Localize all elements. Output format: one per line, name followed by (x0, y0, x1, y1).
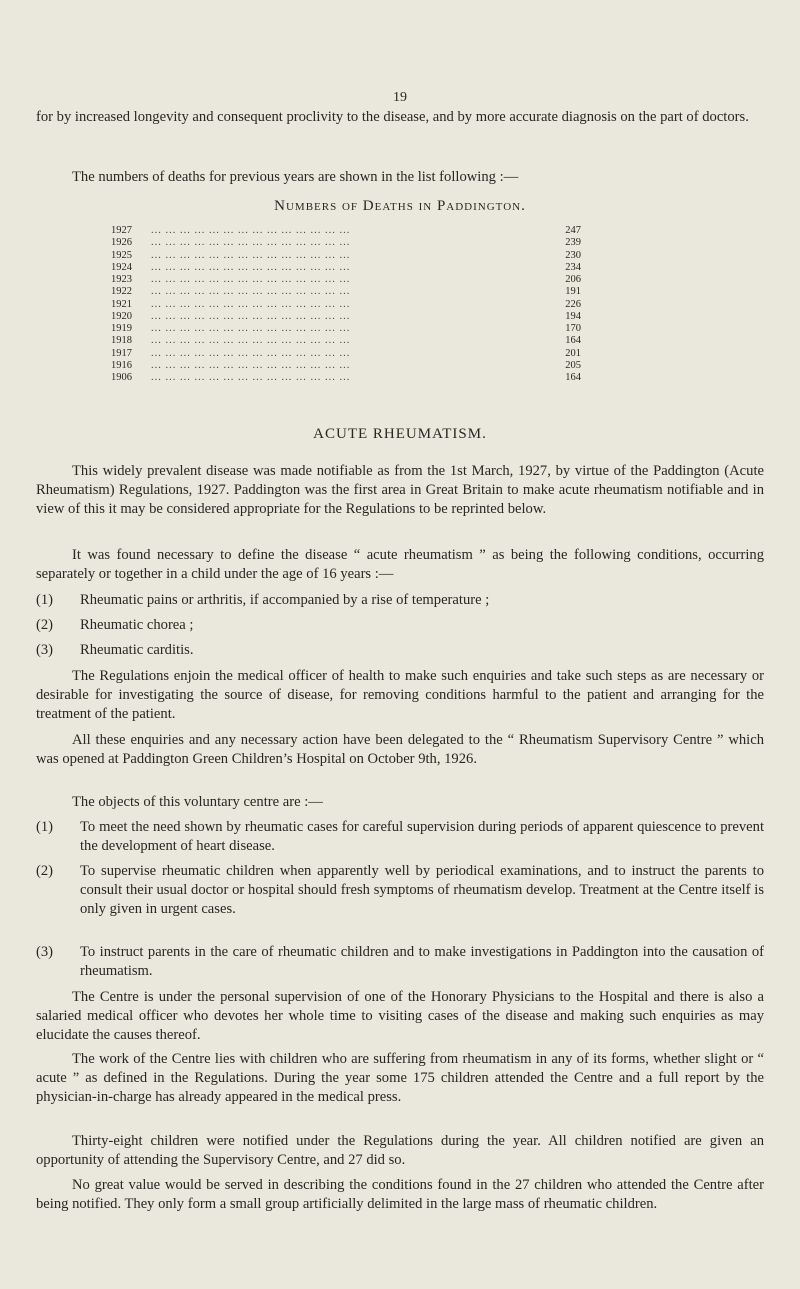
dot-leader: ... ... ... ... ... ... ... ... ... ... ... ... ... ... (151, 237, 351, 249)
deaths-table-row (111, 348, 581, 360)
deaths-table (111, 225, 581, 384)
dot-leader: ... ... ... ... ... ... ... ... ... ... ... ... ... ... (151, 359, 351, 371)
year-cell: 1916 (111, 359, 132, 371)
year-cell: 1921 (111, 298, 132, 310)
deaths-table-row (111, 262, 581, 274)
dot-leader: ... ... ... ... ... ... ... ... ... ... ... ... ... ... (151, 274, 351, 285)
year-cell: 1926 (111, 237, 132, 249)
year-cell: 1922 (111, 286, 132, 298)
deaths-cell: 226 (565, 298, 581, 310)
section-heading: ACUTE RHEUMATISM. (313, 426, 487, 442)
dot-leader: ... ... ... ... ... ... ... ... ... ... ... ... ... ... (151, 298, 351, 310)
deaths-cell: 239 (565, 237, 581, 249)
page-number: 19 (393, 90, 407, 105)
paragraph-regulations: The Regulations enjoin the medical officer of health to make such enquiries and take such steps as are necessary or desirable for investigating the source of disease, for removing conditions harmful to the patient and arranging for the treatment of the patient. (36, 668, 764, 722)
paragraph-objects-intro: The objects of this voluntary centre are :— (72, 794, 323, 810)
dot-leader: ... ... ... ... ... ... ... ... ... ... ... ... ... ... (151, 249, 351, 261)
deaths-cell: 205 (565, 359, 581, 371)
year-cell: 1924 (111, 261, 132, 273)
year-cell: 1919 (111, 323, 132, 334)
deaths-cell: 201 (565, 347, 581, 359)
deaths-table-row (111, 311, 581, 323)
object-text: To instruct parents in the care of rheumatic children and to make investigations in Paddington into the causation of rheumatism. (80, 944, 764, 979)
condition-item (36, 591, 764, 610)
year-cell: 1927 (111, 225, 132, 236)
condition-item (36, 616, 764, 635)
deaths-cell: 164 (565, 372, 581, 383)
object-text: To meet the need shown by rheumatic cases for careful supervision during periods of apparent quiescence to prevent the development of heart disease. (80, 819, 764, 854)
deaths-table-row (111, 299, 581, 311)
deaths-cell: 164 (565, 335, 581, 347)
deaths-cell: 206 (565, 274, 581, 285)
year-cell: 1917 (111, 347, 132, 359)
dot-leader: ... ... ... ... ... ... ... ... ... ... ... ... ... ... (151, 335, 351, 347)
deaths-table-row (111, 323, 581, 335)
deaths-table-row (111, 225, 581, 237)
condition-text: Rheumatic pains or arthritis, if accompanied by a rise of temperature ; (80, 592, 490, 608)
year-cell: 1925 (111, 249, 132, 261)
list-intro-paragraph: The numbers of deaths for previous years are shown in the list following :— (72, 169, 519, 185)
dot-leader: ... ... ... ... ... ... ... ... ... ... ... ... ... ... (151, 261, 351, 273)
object-number: (2) (36, 863, 54, 879)
dot-leader: ... ... ... ... ... ... ... ... ... ... ... ... ... ... (151, 323, 351, 334)
condition-text: Rheumatic carditis. (80, 642, 194, 658)
deaths-cell: 247 (565, 225, 581, 236)
dot-leader: ... ... ... ... ... ... ... ... ... ... ... ... ... ... (151, 225, 351, 236)
object-item (36, 818, 764, 856)
deaths-table-row (111, 335, 581, 347)
deaths-table-row (111, 372, 581, 384)
paragraph-notified: Thirty-eight children were notified under the Regulations during the year. All children notified are given an opportunity of attending the Supervisory Centre, and 27 did so. (36, 1133, 764, 1168)
condition-item (36, 641, 764, 660)
condition-number: (2) (36, 617, 54, 633)
condition-number: (1) (36, 592, 54, 608)
year-cell: 1918 (111, 335, 132, 347)
year-cell: 1906 (111, 372, 132, 383)
object-number: (1) (36, 819, 54, 835)
paragraph-centre: All these enquiries and any necessary action have been delegated to the “ Rheumatism Supervisory Centre ” which was opened at Paddington Green Children’s Hospital on October 9th, 1926. (36, 732, 764, 767)
deaths-cell: 194 (565, 310, 581, 322)
paragraph-work: The work of the Centre lies with children who are suffering from rheumatism in any of its forms, whether slight or “ acute ” as defined in the Regulations. During the year some 175 children attended the Centre and a full report by the physician-in-charge has already appeared in the medical press. (36, 1051, 764, 1105)
deaths-cell: 191 (565, 286, 581, 298)
continuation-paragraph: for by increased longevity and consequent proclivity to the disease, and by more accurate diagnosis on the part of doctors. (36, 109, 749, 125)
year-cell: 1923 (111, 274, 132, 285)
deaths-table-row (111, 250, 581, 262)
deaths-cell: 234 (565, 261, 581, 273)
object-item (36, 862, 764, 919)
dot-leader: ... ... ... ... ... ... ... ... ... ... ... ... ... ... (151, 372, 351, 383)
year-cell: 1920 (111, 310, 132, 322)
deaths-cell: 230 (565, 249, 581, 261)
dot-leader: ... ... ... ... ... ... ... ... ... ... ... ... ... ... (151, 347, 351, 359)
paragraph-notifiable: This widely prevalent disease was made notifiable as from the 1st March, 1927, by virtue of the Paddington (Acute Rheumatism) Regulations, 1927. Paddington was the first area in Great Britain to make acute rheumatism notifiable and in view of this it may be considered appropriate for the Regulations to be reprinted below. (36, 463, 764, 517)
condition-text: Rheumatic chorea ; (80, 617, 194, 633)
object-number: (3) (36, 944, 54, 960)
deaths-table-row (111, 360, 581, 372)
object-item (36, 943, 764, 981)
deaths-table-row (111, 274, 581, 286)
object-text: To supervise rheumatic children when apparently well by periodical examinations, and to instruct the parents to consult their usual doctor or hospital should fresh symptoms of rheumatism develop. Treatment at the Centre itself is only given in urgent cases. (80, 863, 764, 917)
paragraph-definition: It was found necessary to define the disease “ acute rheumatism ” as being the following conditions, occurring separately or together in a child under the age of 16 years :— (36, 547, 764, 582)
deaths-table-row (111, 237, 581, 249)
dot-leader: ... ... ... ... ... ... ... ... ... ... ... ... ... ... (151, 286, 351, 298)
deaths-cell: 170 (565, 323, 581, 334)
condition-number: (3) (36, 642, 54, 658)
paragraph-supervision: The Centre is under the personal supervision of one of the Honorary Physicians to the Hospital and there is also a salaried medical officer who devotes her whole time to visiting cases of the disease and making such enquiries as may elucidate the causes thereof. (36, 989, 764, 1043)
deaths-table-title: Numbers of Deaths in Paddington. (274, 198, 526, 214)
deaths-table-row (111, 286, 581, 298)
paragraph-conclusion: No great value would be served in describing the conditions found in the 27 children who attended the Centre after being notified. They only form a small group artificially delimited in the large mass of rheumatic children. (36, 1177, 764, 1212)
dot-leader: ... ... ... ... ... ... ... ... ... ... ... ... ... ... (151, 310, 351, 322)
